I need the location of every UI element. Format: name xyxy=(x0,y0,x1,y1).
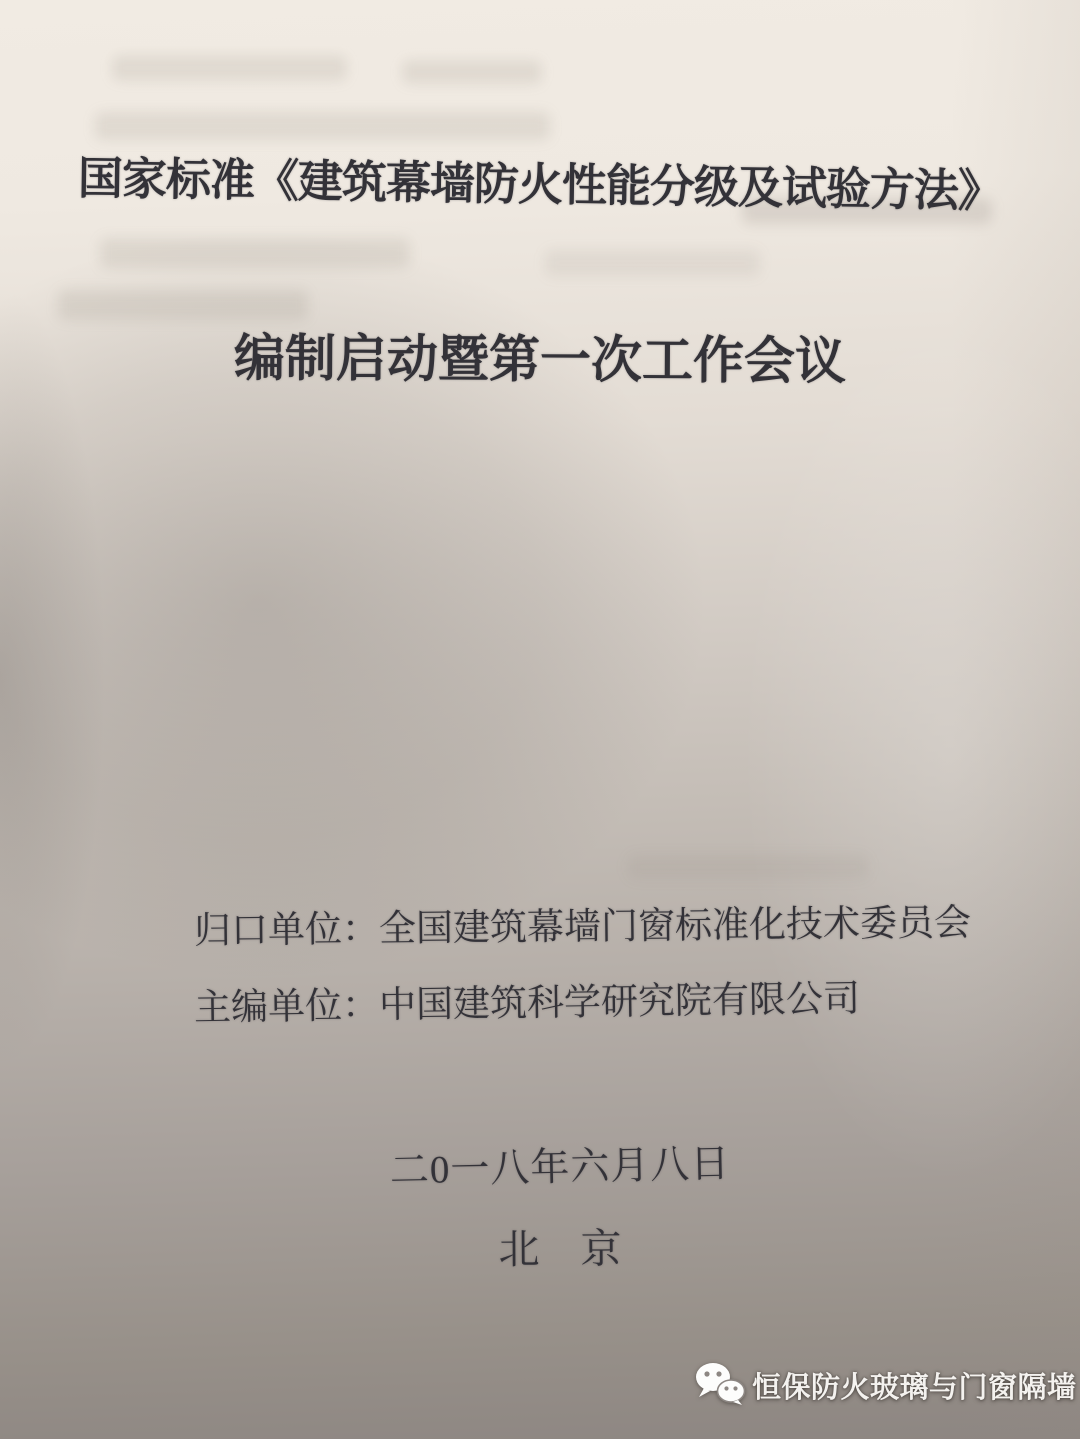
wechat-icon xyxy=(694,1361,746,1410)
field-value: 中国建筑科学研究院有限公司 xyxy=(378,978,861,1027)
field-label: 归口单位： xyxy=(193,909,380,952)
field-value: 全国建筑幕墙门窗标准化技术委员会 xyxy=(378,902,972,951)
bleedthrough-smudge xyxy=(112,55,347,81)
document-subtitle: 编制启动暨第一次工作会议 xyxy=(233,329,847,390)
bleedthrough-smudge xyxy=(95,112,550,140)
bleedthrough-smudge xyxy=(628,855,868,879)
channel-watermark xyxy=(694,1361,1077,1410)
watermark-label: 恒保防火玻璃与门窗隔墙 xyxy=(752,1372,1077,1404)
document-date: 二0一八年六月八日 xyxy=(389,1142,731,1193)
bleedthrough-smudge xyxy=(545,250,760,276)
chief-editor-unit-line xyxy=(194,968,861,1031)
document-location: 北 京 xyxy=(498,1225,622,1273)
centralized-unit-line xyxy=(194,892,972,954)
field-label: 主编单位： xyxy=(193,985,380,1029)
bleedthrough-smudge xyxy=(402,60,542,84)
document-title: 国家标准《建筑幕墙防火性能分级及试验方法》 xyxy=(77,152,1003,217)
bleedthrough-smudge xyxy=(100,238,410,268)
